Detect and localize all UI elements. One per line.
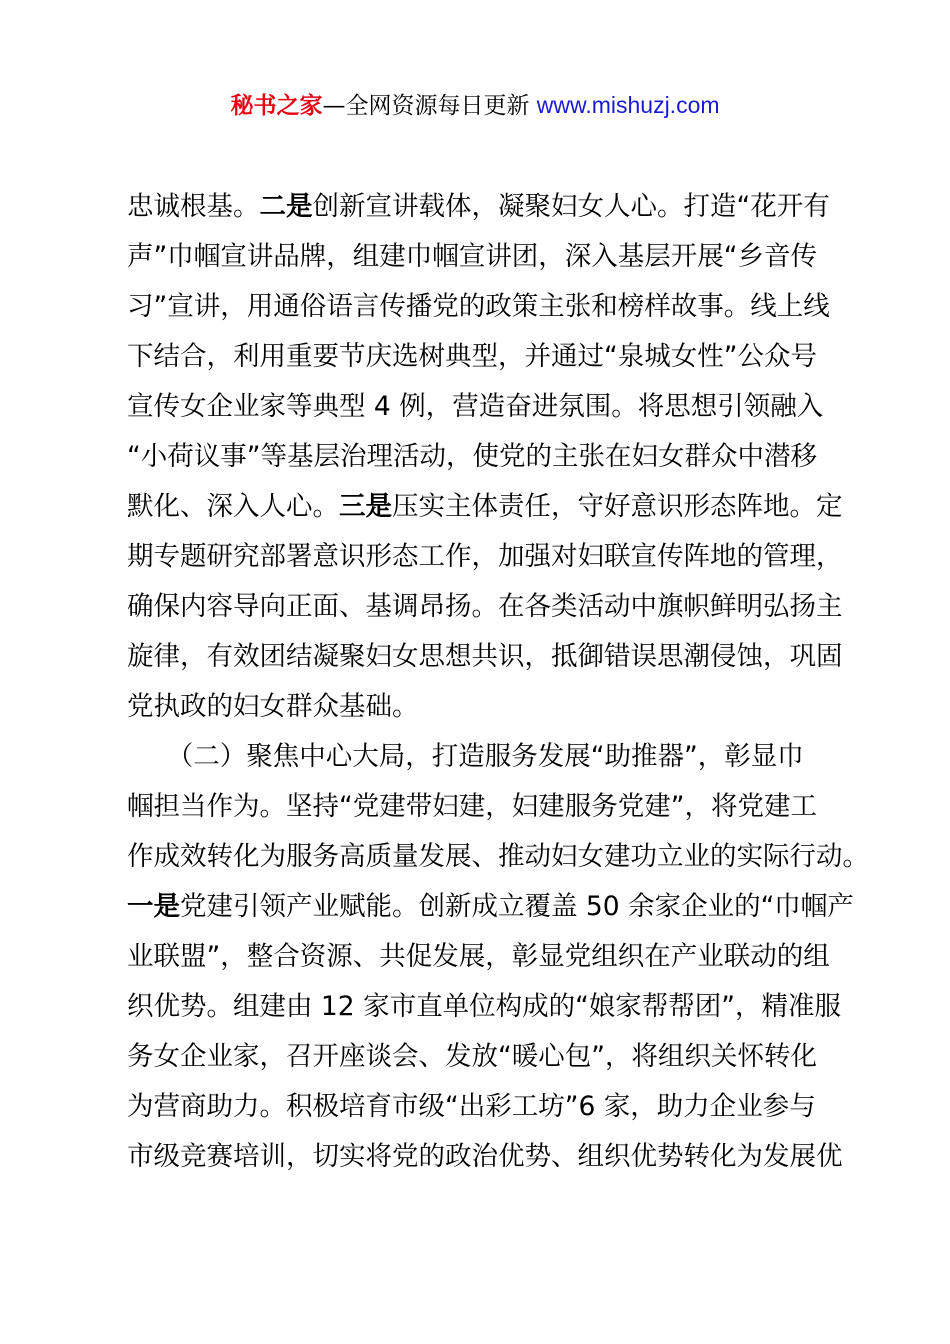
text-line (127, 882, 854, 932)
text-line (127, 482, 843, 532)
text-segment: 为营商助力。积极培育市级“出彩工坊”6 家，助力企业参与 (127, 1091, 816, 1122)
bold-text-segment: 三是 (339, 491, 392, 522)
text-segment: 党执政的妇女群众基础。 (127, 691, 419, 722)
text-line (127, 1032, 837, 1082)
text-segment: （二）聚焦中心大局，打造服务发展“助推器”，彰显巾 (127, 741, 804, 772)
document-body (127, 182, 869, 1182)
brand-name: 秘书之家 (230, 93, 323, 119)
text-segment: 确保内容导向正面、基调昂扬。在各类活动中旗帜鲜明弘扬主 (127, 591, 843, 622)
text-segment: 创新宣讲载体，凝聚妇女人心。打造“花开有 (312, 191, 830, 222)
text-segment: 习”宣讲，用通俗语言传播党的政策主张和榜样故事。线上线 (127, 291, 830, 322)
text-line (127, 932, 837, 982)
text-line (127, 182, 837, 232)
text-segment: 作成效转化为服务高质量发展、推动妇女建功立业的实际行动。 (127, 841, 869, 872)
text-segment: 宣传女企业家等典型 4 例，营造奋进氛围。将思想引领融入 (127, 391, 824, 422)
bold-text-segment: 一是 (127, 891, 180, 922)
text-segment: 压实主体责任，守好意识形态阵地。定 (392, 491, 843, 522)
text-line (127, 982, 842, 1032)
text-line (127, 782, 837, 832)
site-url-link[interactable]: www.mishuzj.com (536, 92, 720, 118)
text-line (127, 832, 869, 882)
text-segment: 旋律，有效团结凝聚妇女思想共识，抵御错误思潮侵蚀，巩固 (127, 641, 843, 672)
text-line (127, 232, 837, 282)
text-segment: 织优势。组建由 12 家市直单位构成的“娘家帮帮团”，精准服 (127, 991, 842, 1022)
text-line (127, 382, 837, 432)
text-line (127, 332, 837, 382)
text-line (127, 282, 837, 332)
text-line (127, 682, 837, 732)
text-segment: 声”巾帼宣讲品牌，组建巾帼宣讲团，深入基层开展“乡音传 (127, 241, 817, 272)
text-segment: 下结合，利用重要节庆选树典型，并通过“泉城女性”公众号 (127, 341, 817, 372)
text-segment: 忠诚根基。 (127, 191, 260, 222)
text-segment: 帼担当作为。坚持“党建带妇建，妇建服务党建”，将党建工 (127, 791, 817, 822)
text-line (127, 532, 843, 582)
text-segment: 业联盟”，整合资源、共促发展，彰显党组织在产业联动的组 (127, 941, 830, 972)
header-tagline: —全网资源每日更新 (322, 93, 530, 119)
bold-text-segment: 二是 (259, 191, 313, 222)
text-segment: “小荷议事”等基层治理活动，使党的主张在妇女群众中潜移 (127, 441, 817, 472)
text-line (127, 1132, 843, 1182)
text-line (127, 732, 837, 782)
site-header (0, 88, 950, 123)
text-line (127, 582, 843, 632)
text-segment: 默化、深入人心。 (127, 491, 339, 522)
text-line (127, 632, 843, 682)
text-segment: 务女企业家，召开座谈会、发放“暖心包”，将组织关怀转化 (127, 1041, 817, 1072)
text-line (127, 1082, 837, 1132)
text-line (127, 432, 837, 482)
text-segment: 市级竞赛培训，切实将党的政治优势、组织优势转化为发展优 (127, 1141, 843, 1172)
text-segment: 党建引领产业赋能。创新成立覆盖 50 余家企业的“巾帼产 (180, 891, 854, 922)
text-segment: 期专题研究部署意识形态工作，加强对妇联宣传阵地的管理， (127, 541, 843, 572)
